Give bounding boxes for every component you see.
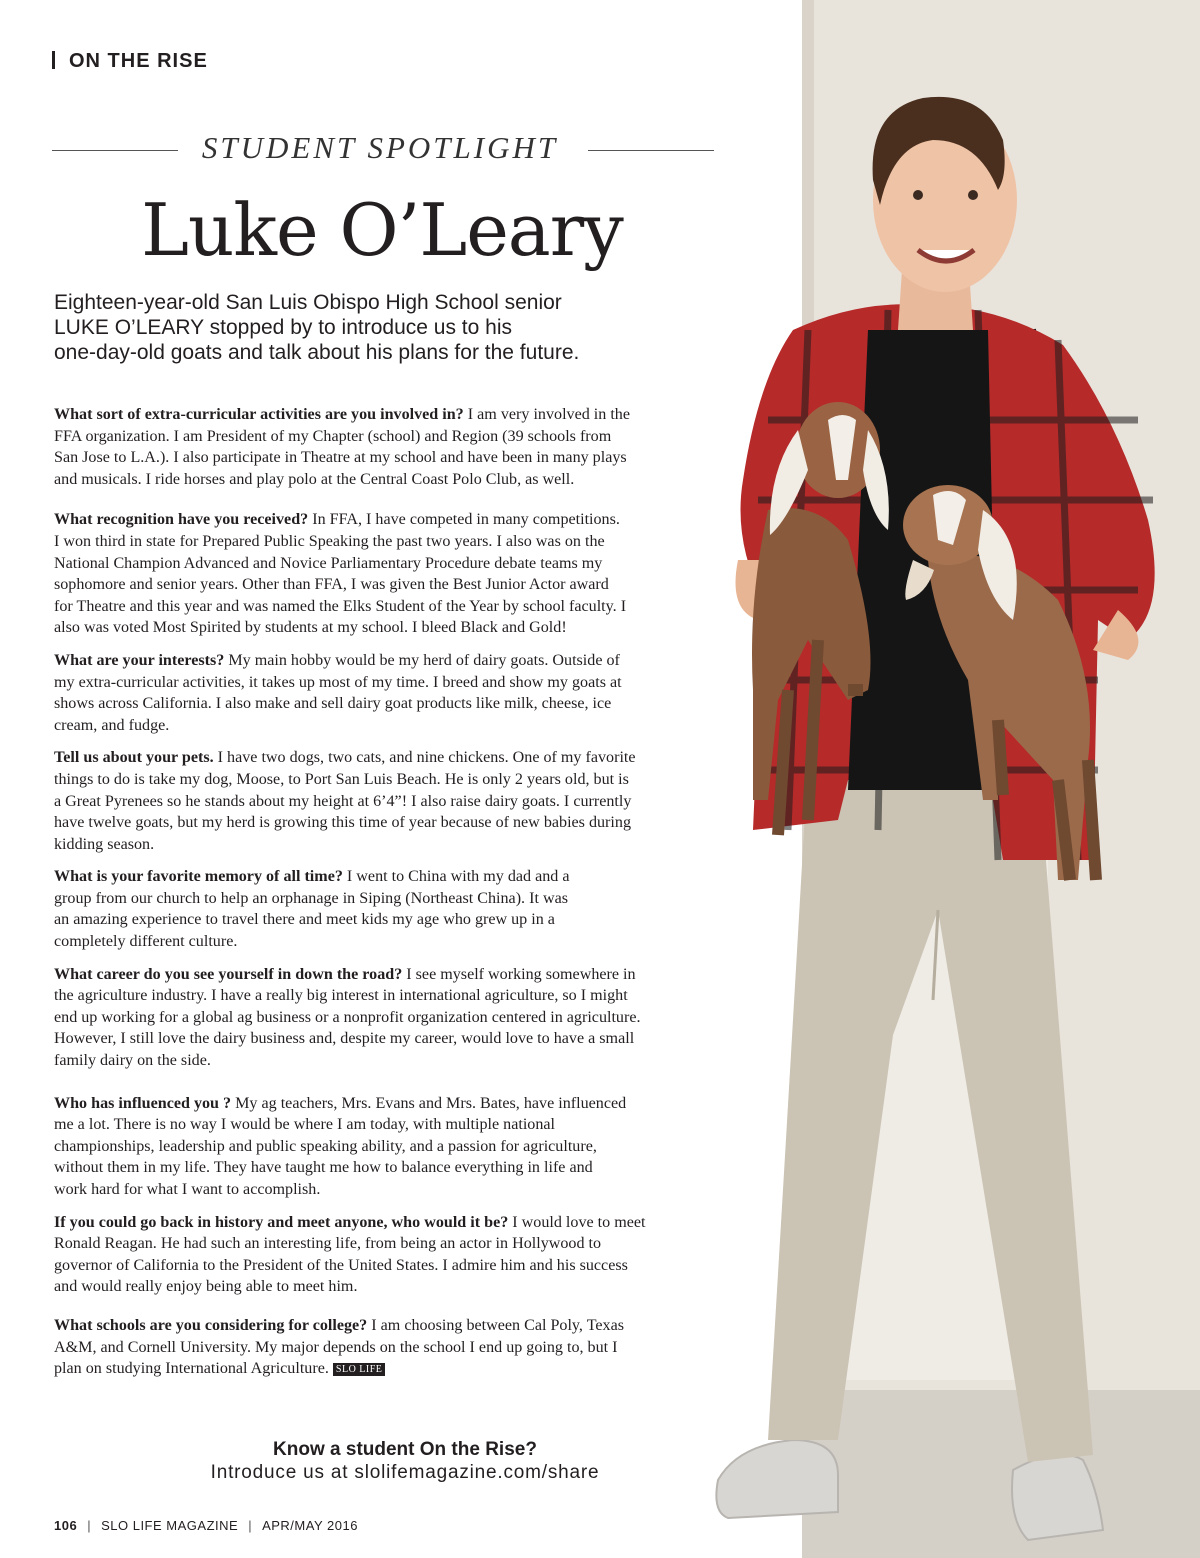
answer-line: I am very involved in the [467,406,630,423]
question: What recognition have you received? [54,511,309,529]
shoe-left [716,1440,838,1518]
deck-line: one-day-old goats and talk about his plans for the future. [54,341,580,364]
question: What schools are you considering for college? [54,1316,368,1334]
question: Tell us about your pets. [54,749,214,767]
answer-line: I see myself working somewhere in [406,965,636,983]
section-tag [52,50,208,73]
section-bar [52,51,55,69]
answer-line: things to do is take my dog, Moose, to Port San Luis Beach. He is only 2 years old, but is [54,770,629,788]
qa-paragraph [54,1315,709,1380]
answer-line: FFA organization. I am President of my Chapter (school) and Region (39 schools from [54,427,612,445]
footer-separator: | [248,1518,253,1533]
answer-line: I won third in state for Prepared Public Speaking the past two years. I also was on the [54,532,605,550]
answer-line: work hard for what I want to accomplish. [54,1181,321,1198]
student-photo [698,0,1200,1558]
answer-line: I am choosing between Cal Poly, Texas [371,1316,624,1334]
magazine-name: SLO LIFE MAGAZINE [101,1518,239,1533]
answer-line: without them in my life. They have taught me how to balance everything in life and [54,1159,593,1177]
kicker: STUDENT SPOTLIGHT [201,130,559,165]
slo-life-end-mark: SLO LIFE [333,1363,386,1376]
qa-paragraph [54,866,709,952]
answer-line: I would love to meet [512,1213,646,1231]
answer-line: and would really enjoy being able to meet him. [54,1278,358,1296]
answer-line: me a lot. There is no way I would be where I am today, with multiple national [54,1116,556,1134]
answer-line: Ronald Reagan. He had such an interesting life, from being an actor in Hollywood to [54,1235,602,1253]
eye-left [913,190,923,200]
answer-line: also was voted Most Spirited by students at my school. I bleed Black and Gold! [54,619,567,637]
question: What career do you see yourself in down the road? [54,965,403,983]
answer-line: My ag teachers, Mrs. Evans and Mrs. Bates, have influenced [235,1094,627,1112]
eye-right [968,190,978,200]
answer-line: I have two dogs, two cats, and nine chickens. One of my favorite [217,749,636,767]
answer-line: governor of California to the President of the United States. I admire him and his success [54,1256,628,1274]
qa-paragraph [54,747,709,855]
answer-line: kidding season. [54,835,155,853]
answer-line: sophomore and senior years. Other than FFA, I was given the Best Junior Actor award [54,576,609,594]
question: What is your favorite memory of all time? [54,868,343,886]
answer-line: cream, and fudge. [54,716,170,734]
answer-line: group from our church to help an orphanage in Siping (Northeast China). It was [54,889,568,907]
question: Who has influenced you ? [54,1094,232,1112]
qa-paragraph [54,964,709,1072]
article-body [54,404,709,1380]
answer-line: family dairy on the side. [54,1052,211,1070]
qa-paragraph [54,1093,709,1201]
answer-line: In FFA, I have competed in many competitions. [312,511,620,529]
cta-link[interactable]: Introduce us at slolifemagazine.com/share [210,1462,600,1483]
answer-line: a Great Pyrenees so he stands about my height at 6’4”! I also raise dairy goats. I currently [54,792,632,810]
answer-line: shows across California. I also make and sell dairy goat products like milk, cheese, ice [54,695,612,713]
answer-line: and musicals. I ride horses and play polo at the Central Coast Polo Club, as well. [54,470,575,488]
answer-line: I went to China with my dad and a [346,868,570,886]
answer-line: completely different culture. [54,933,238,951]
qa-paragraph [54,404,709,490]
answer-line: National Champion Advanced and Novice Parliamentary Procedure debate teams my [54,554,603,572]
answer-line: A&M, and Cornell University. My major depends on the school I end up going to, but I [54,1338,618,1356]
answer-line: end up working for a global ag business or a nonprofit organization centered in agriculture. [54,1008,641,1026]
page-number: 106 [54,1518,78,1533]
answer-line: have twelve goats, but my herd is growing this time of year because of new babies during [54,814,631,832]
answer-line: my extra-curricular activities, it takes up most of my time. I breed and show my goats at [54,673,622,691]
answer-line: championships, leadership and public speaking ability, and a passion for agriculture, [54,1137,597,1155]
answer-line: an amazing experience to travel there and meet kids my age who grew up in a [54,911,555,929]
question: If you could go back in history and meet anyone, who would it be? [54,1213,509,1231]
qa-paragraph [54,509,709,639]
question: What are your interests? [54,651,225,669]
cta [160,1438,650,1484]
answer-line: for Theatre and this year and was named the Elks Student of the Year by school faculty. I [54,597,627,615]
section-label: ON THE RISE [69,50,208,72]
deck-line: Eighteen-year-old San Luis Obispo High School senior [54,291,562,314]
deck [54,290,734,365]
answer-line: However, I still love the dairy business and, despite my career, would love to have a small [54,1030,635,1048]
issue-date: APR/MAY 2016 [262,1518,358,1533]
headline: Luke O’Leary [141,188,623,272]
answer-line: the agriculture industry. I have a really big interest in international agriculture, so I might [54,987,628,1005]
answer-line: San Jose to L.A.). I also participate in Theatre at my school and have been in many plays [54,449,627,467]
qa-paragraph [54,1212,709,1298]
cta-lead: Know a student On the Rise? [273,1439,537,1460]
answer-line: plan on studying International Agriculture. [54,1360,329,1378]
footer-separator: | [87,1518,92,1533]
answer-line: My main hobby would be my herd of dairy goats. Outside of [228,651,620,669]
qa-paragraph [54,650,709,736]
kicker-rule-left [52,150,178,151]
question: What sort of extra-curricular activities are you involved in? [54,406,464,423]
kicker-rule-right [588,150,714,151]
deck-line: LUKE O’LEARY stopped by to introduce us to his [54,316,512,339]
sidewalk [802,1390,1200,1558]
page-footer [54,1518,358,1533]
